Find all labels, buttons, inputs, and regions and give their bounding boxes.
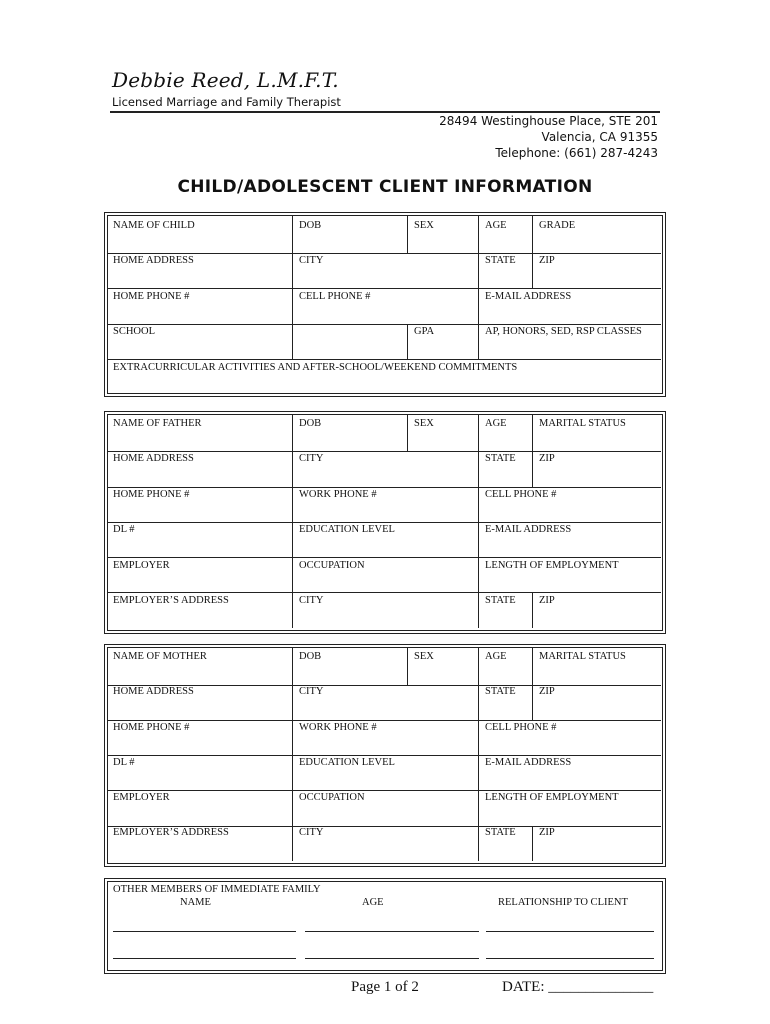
mother-marital-field[interactable]: MARITAL STATUS xyxy=(539,651,626,662)
mother-employer-state-field[interactable]: STATE xyxy=(485,827,516,838)
mother-sex-field[interactable]: SEX xyxy=(414,651,434,662)
father-length-field[interactable]: LENGTH OF EMPLOYMENT xyxy=(485,560,619,571)
child-home-address-field[interactable]: HOME ADDRESS xyxy=(113,255,194,266)
father-name-field[interactable]: NAME OF FATHER xyxy=(113,418,202,429)
child-email-field[interactable]: E-MAIL ADDRESS xyxy=(485,291,572,302)
father-cell-phone-field[interactable]: CELL PHONE # xyxy=(485,489,557,500)
mother-employer-zip-field[interactable]: ZIP xyxy=(539,827,555,838)
father-state-field[interactable]: STATE xyxy=(485,453,516,464)
mother-email-field[interactable]: E-MAIL ADDRESS xyxy=(485,757,572,768)
mother-age-field[interactable]: AGE xyxy=(485,651,507,662)
child-grade-field[interactable]: GRADE xyxy=(539,220,576,231)
family-col-age: AGE xyxy=(362,897,384,908)
child-school-field[interactable]: SCHOOL xyxy=(113,326,156,337)
mother-dob-field[interactable]: DOB xyxy=(299,651,322,662)
mother-home-phone-field[interactable]: HOME PHONE # xyxy=(113,722,190,733)
family-age-line-2[interactable] xyxy=(305,958,479,959)
mother-state-field[interactable]: STATE xyxy=(485,686,516,697)
mother-zip-field[interactable]: ZIP xyxy=(539,686,555,697)
child-state-field[interactable]: STATE xyxy=(485,255,516,266)
family-heading: OTHER MEMBERS OF IMMEDIATE FAMILY xyxy=(113,884,321,895)
mother-length-field[interactable]: LENGTH OF EMPLOYMENT xyxy=(485,792,619,803)
father-zip-field[interactable]: ZIP xyxy=(539,453,555,464)
child-sex-field[interactable]: SEX xyxy=(414,220,434,231)
father-occupation-field[interactable]: OCCUPATION xyxy=(299,560,365,571)
family-col-relationship: RELATIONSHIP TO CLIENT xyxy=(498,897,628,908)
family-relationship-line-2[interactable] xyxy=(486,958,654,959)
mother-employer-field[interactable]: EMPLOYER xyxy=(113,792,170,803)
child-cell-phone-field[interactable]: CELL PHONE # xyxy=(299,291,371,302)
child-home-phone-field[interactable]: HOME PHONE # xyxy=(113,291,190,302)
child-dob-field[interactable]: DOB xyxy=(299,220,322,231)
page-number: Page 1 of 2 xyxy=(351,979,419,995)
father-employer-zip-field[interactable]: ZIP xyxy=(539,595,555,606)
therapist-title: Licensed Marriage and Family Therapist xyxy=(112,95,341,109)
date-field[interactable]: DATE: ______________ xyxy=(502,979,654,995)
father-employer-city-field[interactable]: CITY xyxy=(299,595,324,606)
mother-name-field[interactable]: NAME OF MOTHER xyxy=(113,651,207,662)
father-work-phone-field[interactable]: WORK PHONE # xyxy=(299,489,377,500)
mother-home-address-field[interactable]: HOME ADDRESS xyxy=(113,686,194,697)
child-gpa-field[interactable]: GPA xyxy=(414,326,435,337)
form-title: CHILD/ADOLESCENT CLIENT INFORMATION xyxy=(177,177,593,197)
father-education-field[interactable]: EDUCATION LEVEL xyxy=(299,524,395,535)
mother-occupation-field[interactable]: OCCUPATION xyxy=(299,792,365,803)
father-sex-field[interactable]: SEX xyxy=(414,418,434,429)
mother-education-field[interactable]: EDUCATION LEVEL xyxy=(299,757,395,768)
mother-employer-address-field[interactable]: EMPLOYER’S ADDRESS xyxy=(113,827,229,838)
father-marital-field[interactable]: MARITAL STATUS xyxy=(539,418,626,429)
mother-cell-phone-field[interactable]: CELL PHONE # xyxy=(485,722,557,733)
child-name-field[interactable]: NAME OF CHILD xyxy=(113,220,195,231)
father-home-address-field[interactable]: HOME ADDRESS xyxy=(113,453,194,464)
address-line-2: Valencia, CA 91355 xyxy=(541,130,658,144)
family-col-name: NAME xyxy=(180,897,211,908)
mother-employer-city-field[interactable]: CITY xyxy=(299,827,324,838)
father-email-field[interactable]: E-MAIL ADDRESS xyxy=(485,524,572,535)
mother-city-field[interactable]: CITY xyxy=(299,686,324,697)
family-age-line-1[interactable] xyxy=(305,931,479,932)
father-dl-field[interactable]: DL # xyxy=(113,524,135,535)
address-line-1: 28494 Westinghouse Place, STE 201 xyxy=(439,114,658,128)
header-divider xyxy=(110,111,660,113)
father-dob-field[interactable]: DOB xyxy=(299,418,322,429)
family-name-line-1[interactable] xyxy=(113,931,296,932)
telephone: Telephone: (661) 287-4243 xyxy=(495,146,658,160)
child-activities-field[interactable]: EXTRACURRICULAR ACTIVITIES AND AFTER-SCHOOL/WEEKEND COMMITMENTS xyxy=(113,362,518,373)
therapist-name: Debbie Reed, L.M.F.T. xyxy=(112,68,339,92)
father-employer-address-field[interactable]: EMPLOYER’S ADDRESS xyxy=(113,595,229,606)
father-age-field[interactable]: AGE xyxy=(485,418,507,429)
father-city-field[interactable]: CITY xyxy=(299,453,324,464)
child-classes-field[interactable]: AP, HONORS, SED, RSP CLASSES xyxy=(485,326,642,337)
mother-dl-field[interactable]: DL # xyxy=(113,757,135,768)
father-employer-state-field[interactable]: STATE xyxy=(485,595,516,606)
child-zip-field[interactable]: ZIP xyxy=(539,255,555,266)
child-age-field[interactable]: AGE xyxy=(485,220,507,231)
father-employer-field[interactable]: EMPLOYER xyxy=(113,560,170,571)
mother-work-phone-field[interactable]: WORK PHONE # xyxy=(299,722,377,733)
family-name-line-2[interactable] xyxy=(113,958,296,959)
child-city-field[interactable]: CITY xyxy=(299,255,324,266)
father-home-phone-field[interactable]: HOME PHONE # xyxy=(113,489,190,500)
family-relationship-line-1[interactable] xyxy=(486,931,654,932)
